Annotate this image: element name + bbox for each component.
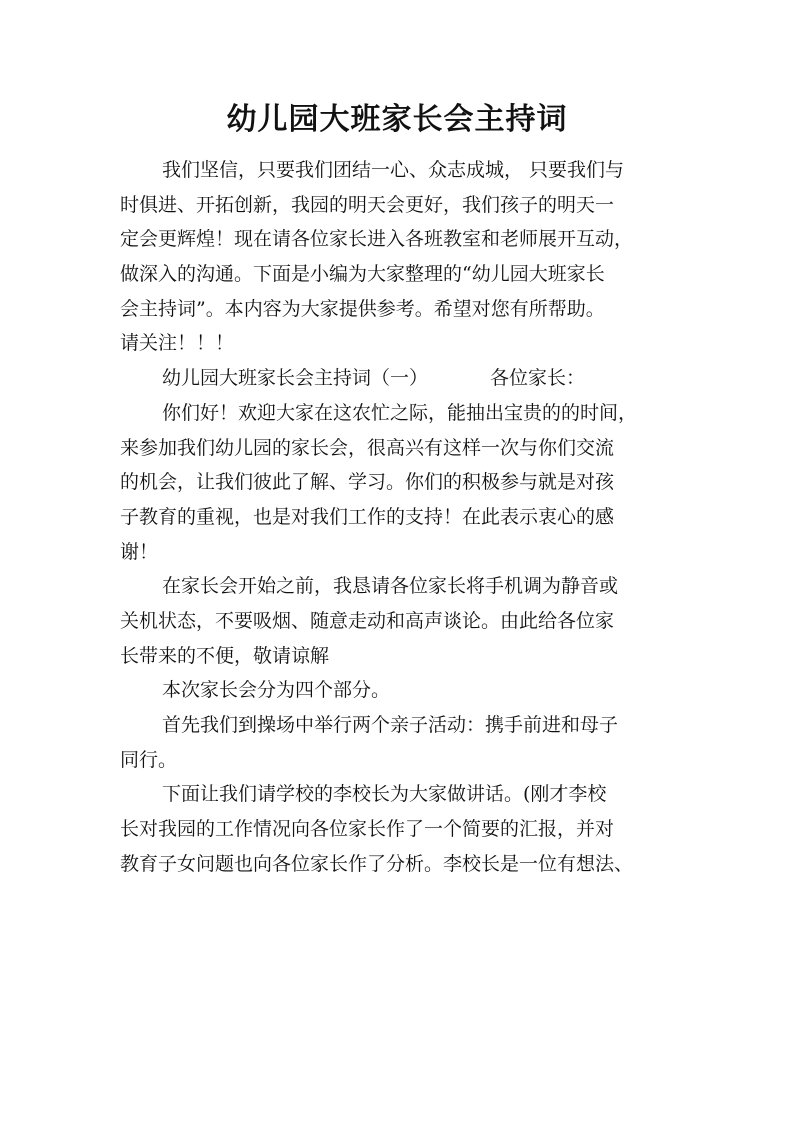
section-heading: 幼儿园大班家长会主持词（一） <box>162 367 429 390</box>
text-line: 子教育的重视，也是对我们工作的支持！在此表示衷心的感 <box>120 505 615 528</box>
text-line: 长对我园的工作情况向各位家长作了一个简要的汇报，并对 <box>120 818 615 841</box>
text-line: 做深入的沟通。下面是小编为大家整理的“幼儿园大班家长 <box>120 263 605 286</box>
document-title: 幼儿园大班家长会主持词 <box>226 102 568 137</box>
section-heading-line <box>120 361 680 396</box>
text-line: 同行。 <box>120 748 178 771</box>
text-line: 下面让我们请学校的李校长为大家做讲话。(刚才李校 <box>162 783 607 806</box>
text-line: 我们坚信，只要我们团结一心、众志成城， 只要我们与 <box>162 159 625 181</box>
text-line: 时俱进、开拓创新，我园的明天会更好，我们孩子的明天一 <box>120 193 615 216</box>
text-line: 长带来的不便，敬请谅解 <box>120 644 330 667</box>
text-line: 谢！ <box>120 540 159 563</box>
text-line: 教育子女问题也向各位家长作了分析。李校长是一位有想法、 <box>120 852 634 875</box>
document-body <box>120 153 680 881</box>
text-line: 请关注！！！ <box>120 332 235 355</box>
text-line: 的机会，让我们彼此了解、学习。你们的积极参与就是对孩 <box>120 471 615 494</box>
salutation: 各位家长： <box>490 367 586 390</box>
text-line: 在家长会开始之前，我恳请各位家长将手机调为静音或 <box>162 575 619 598</box>
text-line: 来参加我们幼儿园的家长会，很高兴有这样一次与你们交流 <box>120 436 615 459</box>
text-line: 你们好！欢迎大家在这农忙之际，能抽出宝贵的的时间， <box>162 401 638 424</box>
text-line: 定会更辉煌！现在请各位家长进入各班教室和老师展开互动， <box>120 228 634 251</box>
text-line: 本次家长会分为四个部分。 <box>162 679 391 702</box>
text-line: 会主持词”。本内容为大家提供参考。希望对您有所帮助。 <box>120 297 605 320</box>
text-line: 首先我们到操场中举行两个亲子活动：携手前进和母子 <box>162 714 619 736</box>
text-line: 关机状态，不要吸烟、随意走动和高声谈论。由此给各位家 <box>120 609 615 632</box>
